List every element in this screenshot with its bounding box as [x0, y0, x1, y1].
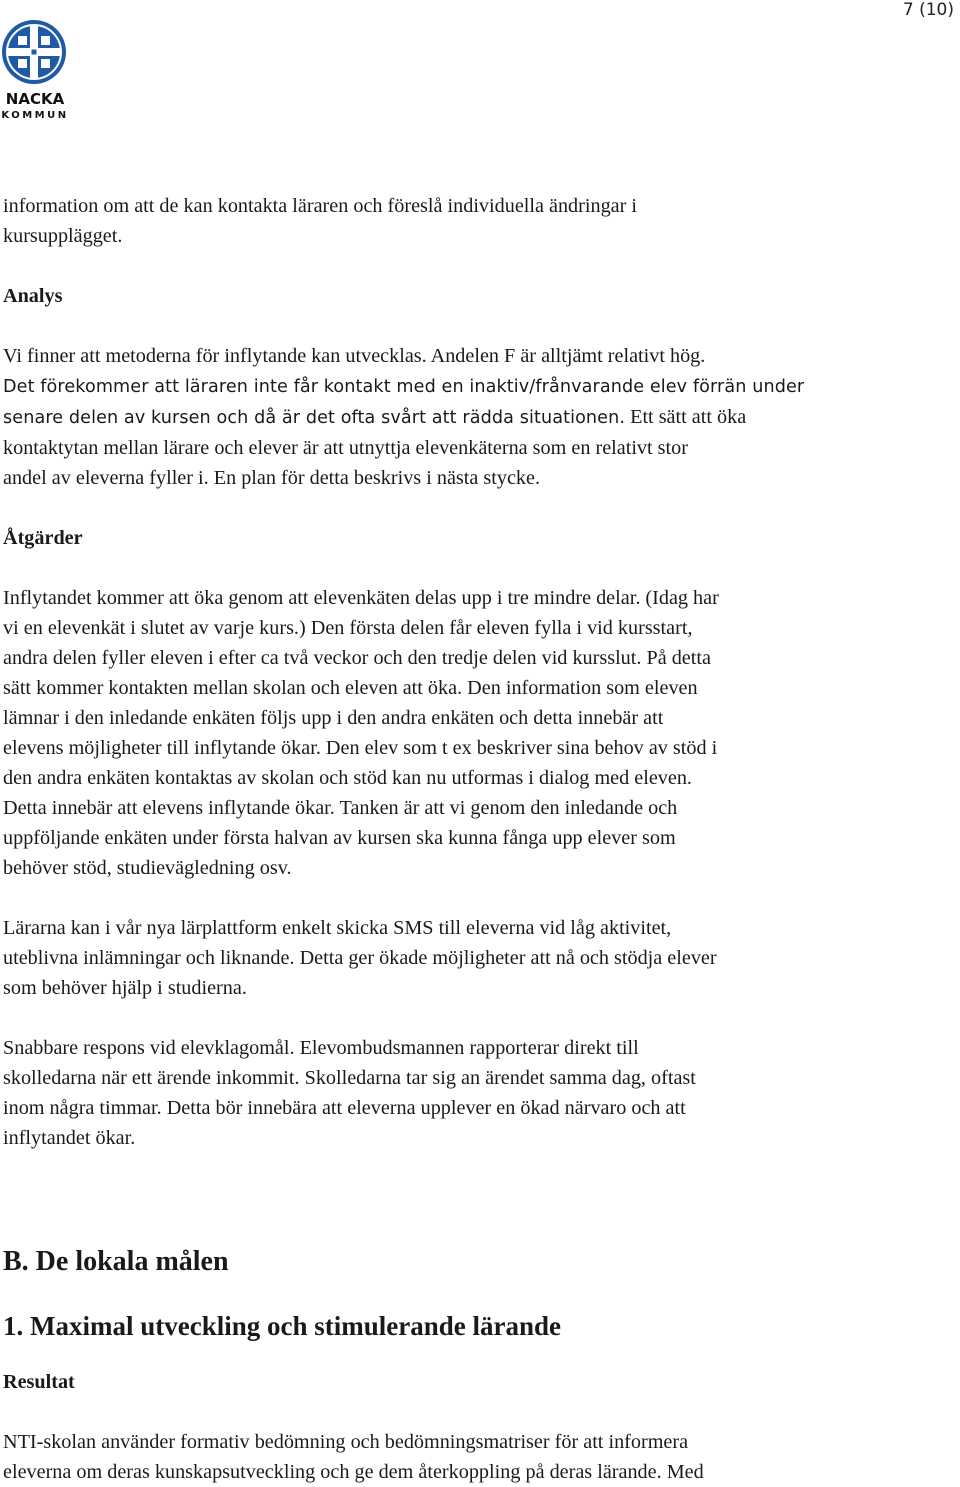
- heading-lokala-malen: B. De lokala målen: [3, 1246, 229, 1277]
- paragraph-atgarder-2: Lärarna kan i vår nya lärplattform enkelt skicka SMS till eleverna vid låg aktivitet, uteblivna inlämningar och liknande. Detta ger ökade möjligheter att nå och stödja elever som behöver hjälp i studierna.: [3, 917, 717, 999]
- paragraph-resultat: NTI-skolan använder formativ bedömning och bedömningsmatriser för att informera eleverna om deras kunskapsutveckling och ge dem återkoppling på deras lärande. Med: [3, 1431, 704, 1483]
- page-number: 7 (10): [902, 0, 954, 20]
- nacka-kommun-logo: [0, 18, 72, 122]
- paragraph-atgarder-1: Inflytandet kommer att öka genom att elevenkäten delas upp i tre mindre delar. (Idag har vi en elevenkät i slutet av varje kurs.) Den första delen får eleven fylla i vid kursstart, andra delen fyller eleven i efter ca två veckor och den tredje delen vid kursslut. På detta sätt kommer kontakten mellan skolan och eleven att öka. Den information som eleven lämnar i den inledande enkäten följs upp i den andra enkäten och detta innebär att elevens möjligheter till inflytande ökar. Den elev som t ex beskriver sina behov av stöd i den andra enkäten kontaktas av skolan och stöd kan nu utformas i dialog med eleven. Detta innebär att elevens inflytande ökar. Tanken är att vi genom den inledande och uppföljande enkäten under första halvan av kursen ska kunna fånga upp elever som behöver stöd, studievägledning osv.: [3, 587, 719, 879]
- paragraph-intro: information om att de kan kontakta läraren och föreslå individuella ändringar i kursupplägget.: [3, 195, 638, 247]
- logo-name: NACKA: [5, 90, 65, 108]
- heading-resultat: Resultat: [3, 1371, 75, 1393]
- heading-atgarder: Åtgärder: [3, 527, 83, 549]
- paragraph-atgarder-3: Snabbare respons vid elevklagomål. Elevombudsmannen rapporterar direkt till skolledarna när ett ärende inkommit. Skolledarna tar sig an ärendet samma dag, oftast inom några timmar. Detta bör innebära att eleverna upplever en ökad närvaro och att inflytandet ökar.: [3, 1037, 696, 1149]
- document-body: [3, 191, 903, 1487]
- paragraph-analys: Vi finner att metoderna för inflytande kan utvecklas. Andelen F är alltjämt relativt hög. Det förekommer att läraren inte får kontakt med en inaktiv/frånvarande elev förrän under senare delen av kursen och då är det ofta svårt att rädda situationen. Ett sätt att öka kontaktytan mellan lärare och elever är att utnyttja elevenkäterna som en relativt stor andel av eleverna fyller i. En plan för detta beskrivs i nästa stycke.: [3, 345, 805, 489]
- heading-maximal-utveckling: 1. Maximal utveckling och stimulerande lärande: [3, 1311, 561, 1341]
- logo-sub: KOMMUN: [1, 110, 69, 121]
- heading-analys: Analys: [3, 285, 63, 307]
